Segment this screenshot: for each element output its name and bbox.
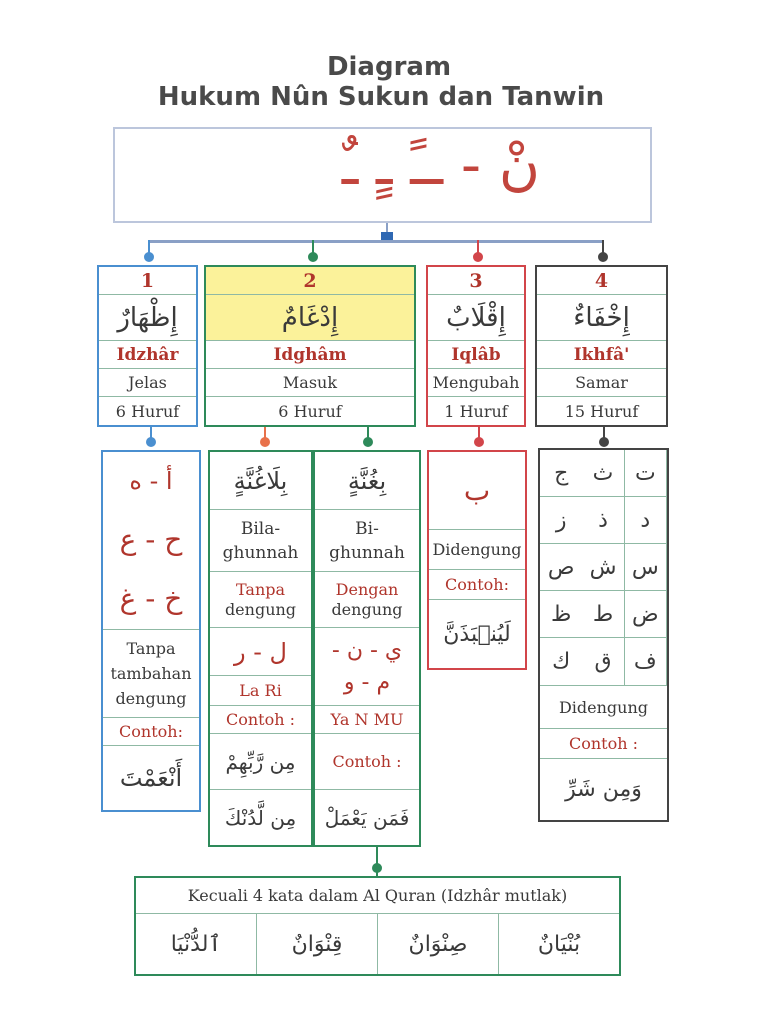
diagram-title: Diagram [326,52,452,82]
bi-ghunnah-mnemonic: Ya N MU [315,706,419,734]
idzhar-description: Tanpa tambahan dengung [103,630,199,718]
ikhfa-letter: ج [540,450,582,497]
bi-ghunnah-desc-1: Dengan [335,579,399,599]
bi-ghunnah-label-2: ghunnah [329,542,405,563]
connector-bar [148,240,604,243]
iqlab-detail [427,450,527,670]
column-iqlab-header [426,265,526,427]
exception-title: Kecuali 4 kata dalam Al Quran (Idzhâr mutlak) [136,878,619,914]
bila-ghunnah-label-2: ghunnah [222,542,299,563]
exception-word-2: صِنْوَانٌ [377,914,498,974]
bi-ghunnah-example: فَمَن يَعْمَلْ [324,805,410,830]
connector-dot-2 [308,252,318,262]
ikhfa-example: وَمِن شَرِّ [565,777,642,802]
top-arabic-symbols: نْ - ــً ـٍ ـٌ [341,133,540,198]
exception-word-4: ٱلدُّنْيَا [170,931,222,957]
column-letter-count: 15 Huruf [564,401,639,421]
bila-ghunnah-label [210,510,311,572]
ikhfa-letter: ص [540,544,582,591]
column-meaning: Samar [537,369,666,397]
ikhfa-letter: ف [625,638,667,685]
ikhfa-contoh-label: Contoh : [540,729,667,759]
connector-dot-1 [144,252,154,262]
bi-ghunnah-desc [315,572,419,628]
ikhfa-letter: د [625,497,667,544]
column-letter-count: 1 Huruf [444,401,508,421]
idzhar-detail [101,450,201,812]
top-symbol-box [113,127,652,223]
column-arabic-term: إِخْفَاءٌ [537,295,666,341]
ikhfa-letter: ذ [582,497,624,544]
idzhar-example: أَنْعَمْتَ [119,764,183,792]
column-letter-count: 6 Huruf [115,401,180,421]
connector-dot-bottom [372,863,382,873]
column-number: 4 [537,267,666,295]
bila-ghunnah-example-2: مِن لَّدُنْكَ [224,805,297,830]
column-arabic-term: إِظْهَارٌ [99,295,196,341]
ikhfa-letter: ت [625,450,667,497]
bila-ghunnah-desc-2: dengung [224,599,297,619]
ikhfa-detail [538,448,669,822]
column-term-name: Idghâm [206,341,414,369]
iqlab-example: لَيُنۢبَذَنَّ [443,621,511,647]
ikhfa-description: Didengung [540,685,667,729]
bila-ghunnah-desc [210,572,311,628]
column-idzhar-header [97,265,198,427]
connector-dot-3b [474,437,484,447]
ikhfa-letter: ط [582,591,624,638]
idzhar-letters-3: خ - غ [103,568,199,630]
exception-word-3: قِنْوَانٌ [256,914,377,974]
ikhfa-letter: ق [582,638,624,685]
bila-ghunnah-contoh-label: Contoh : [210,706,311,734]
column-idgham-header [204,265,416,427]
connector-dot-2a [260,437,270,447]
idgham-bi-ghunnah-detail [313,450,421,847]
column-number: 1 [99,267,196,295]
column-arabic-term: إِقْلَابٌ [428,295,524,341]
ikhfa-letter: ض [625,591,667,638]
bila-ghunnah-desc-1: Tanpa [235,579,286,599]
bi-ghunnah-label [315,510,419,572]
column-term-name: Ikhfâ' [537,341,666,369]
bila-ghunnah-example-1: مِن رَّبِّهِمْ [210,734,311,790]
idgham-bila-ghunnah-detail [208,450,313,847]
bi-ghunnah-letters [315,628,419,706]
iqlab-letter: ب [429,452,525,530]
connector-dot-4b [599,437,609,447]
bila-ghunnah-mnemonic: La Ri [210,676,311,706]
bila-ghunnah-arabic: بِلَاغُنَّةٍ [210,452,311,510]
connector-dot-1b [146,437,156,447]
column-term-name: Idzhâr [99,341,196,369]
iqlab-contoh-label: Contoh: [429,570,525,600]
ikhfa-letter: ك [552,649,571,674]
column-ikhfa-header [535,265,668,427]
column-arabic-term: إِدْغَامٌ [206,295,414,341]
exception-box [134,876,621,976]
diagram-subtitle: Hukum Nûn Sukun dan Tanwin [157,82,605,112]
idzhar-letters-1: أ - ه [129,467,173,495]
bi-ghunnah-arabic: بِغُنَّةٍ [315,452,419,510]
bi-ghunnah-label-1: Bi- [355,518,379,539]
column-number: 2 [206,267,414,295]
bi-ghunnah-letters-2: م - و [343,669,391,695]
bila-ghunnah-label-1: Bila- [240,518,281,539]
exception-word-1: بُنْيَانٌ [498,914,619,974]
idzhar-contoh-label: Contoh: [103,718,199,746]
connector-dot-4 [598,252,608,262]
ikhfa-letter: ث [582,450,624,497]
column-letter-count: 6 Huruf [278,401,342,421]
ikhfa-letter-grid [540,450,667,685]
iqlab-description: Didengung [429,530,525,570]
ikhfa-letter: ز [540,497,582,544]
ikhfa-letter: ظ [540,591,582,638]
connector-dot-3 [473,252,483,262]
bi-ghunnah-desc-2: dengung [331,599,403,619]
ikhfa-letter: ش [582,544,624,591]
ikhfa-letter: س [625,544,667,591]
exception-words [136,914,619,974]
bi-ghunnah-letters-1: ي - ن - [331,637,403,663]
column-term-name: Iqlâb [428,341,524,369]
connector-dot-2b [363,437,373,447]
column-meaning: Masuk [206,369,414,397]
bi-ghunnah-contoh-label: Contoh : [315,734,419,790]
idzhar-letters-2: ح - ع [119,522,183,556]
column-meaning: Jelas [99,369,196,397]
bila-ghunnah-letters: ل - ر [210,628,311,676]
column-number: 3 [428,267,524,295]
column-meaning: Mengubah [428,369,524,397]
